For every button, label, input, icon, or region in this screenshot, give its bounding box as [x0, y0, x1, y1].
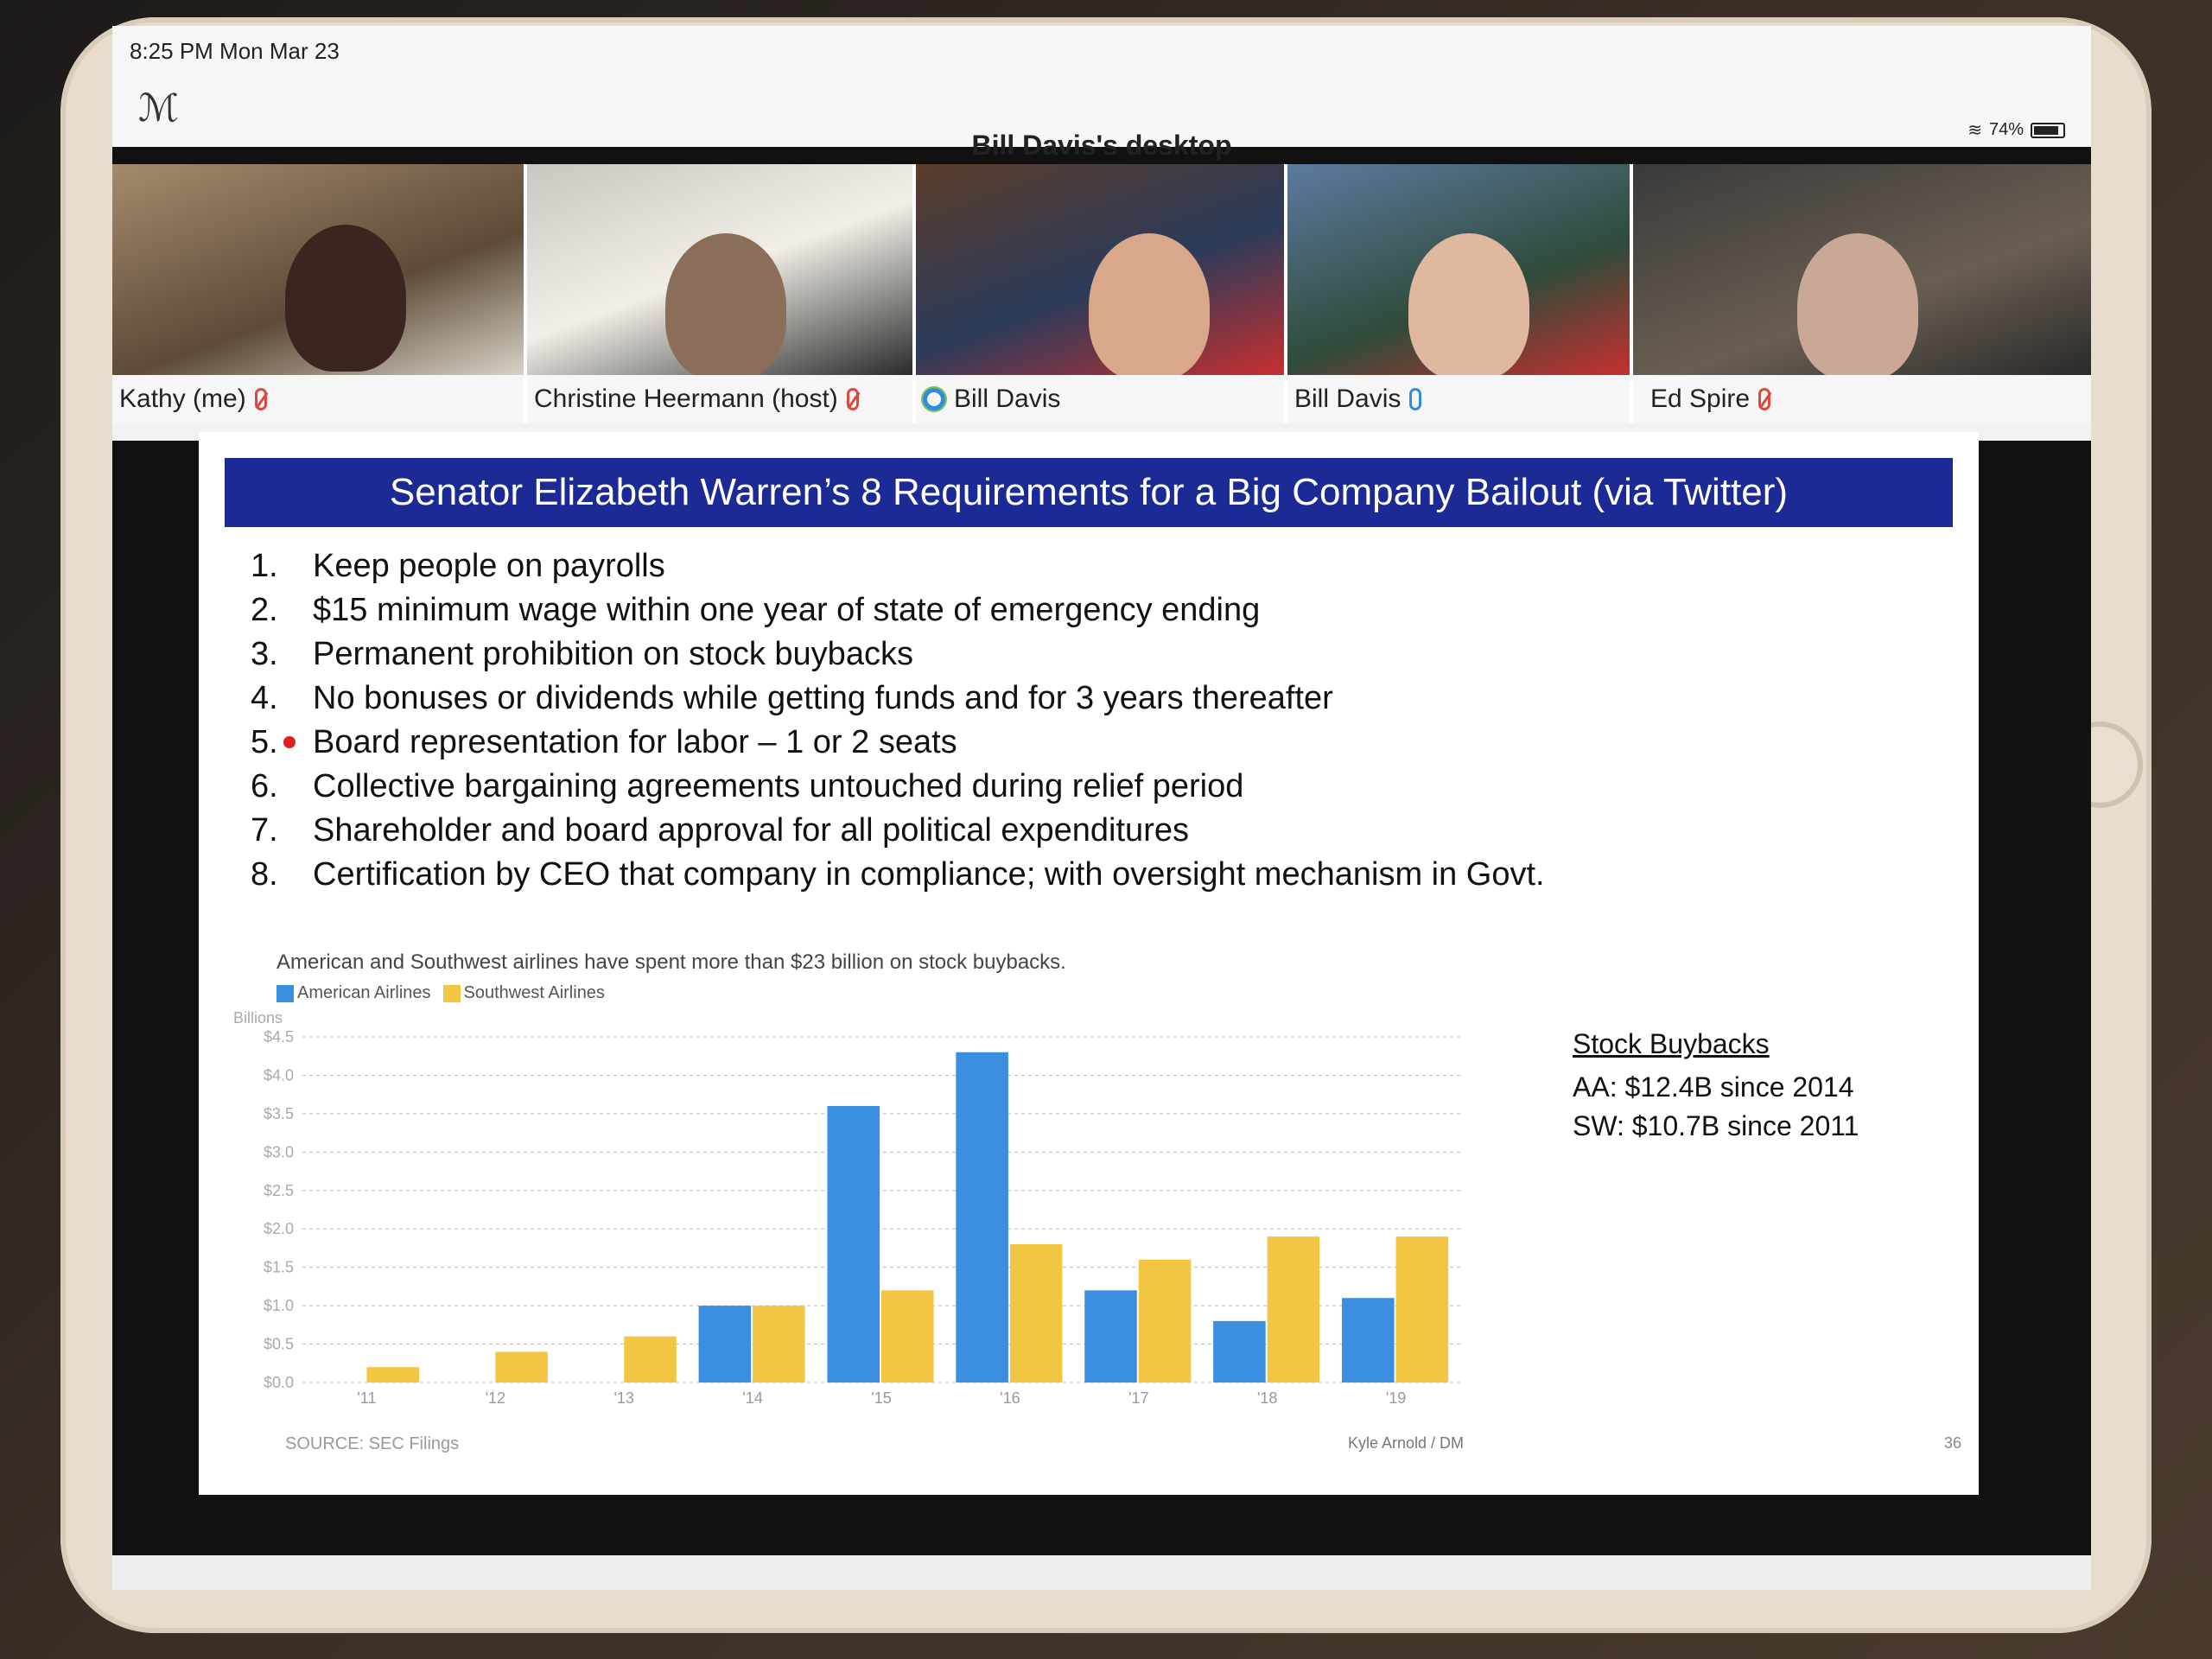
list-item: 2. $15 minimum wage within one year of state of emergency ending — [251, 592, 1261, 628]
top-bar — [112, 26, 2091, 161]
y-tick-label: $4.0 — [263, 1066, 294, 1084]
mic-muted-icon — [847, 388, 859, 410]
side-note-aa: AA: $12.4B since 2014 — [1573, 1071, 1854, 1103]
participant-figure — [1408, 233, 1529, 380]
slide-number: 36 — [1944, 1434, 1962, 1452]
participant-strip — [112, 164, 2091, 441]
chart-bar — [881, 1290, 934, 1382]
x-tick-label: '17 — [1128, 1389, 1149, 1407]
list-item: 3. Permanent prohibition on stock buybacks — [251, 636, 913, 672]
slide-title: Senator Elizabeth Warren’s 8 Requirements for a Big Company Bailout (via Twitter) — [225, 458, 1953, 527]
participant-tile[interactable] — [916, 164, 1287, 423]
participant-figure — [1797, 233, 1918, 380]
annotate-icon[interactable]: ℳ — [138, 86, 180, 130]
legend-swatch — [276, 985, 294, 1002]
list-item: 4. No bonuses or dividends while getting funds and for 3 years thereafter — [251, 680, 1333, 716]
x-tick-label: '12 — [485, 1389, 506, 1407]
participant-tile[interactable] — [1287, 164, 1633, 423]
legend-item: American Airlines — [276, 983, 431, 1003]
mic-muted-icon — [1758, 388, 1770, 410]
chart-bar — [1396, 1236, 1449, 1382]
side-note-title: Stock Buybacks — [1573, 1028, 1770, 1059]
participant-tile[interactable] — [112, 164, 527, 423]
chart-bar — [624, 1337, 677, 1382]
participant-name: Bill Davis — [954, 385, 1061, 413]
y-tick-label: $4.5 — [263, 1028, 294, 1046]
y-tick-label: $0.0 — [263, 1374, 294, 1391]
chart-bar — [1139, 1260, 1192, 1382]
x-tick-label: '19 — [1385, 1389, 1407, 1407]
participant-name: Bill Davis — [1294, 385, 1402, 413]
participant-video — [1633, 164, 2091, 375]
list-item: 5. Board representation for labor – 1 or 2 seats — [251, 724, 957, 760]
mic-icon — [1409, 388, 1421, 410]
speaking-icon — [923, 388, 945, 410]
participant-label — [1633, 375, 2091, 423]
chart-legend — [276, 983, 605, 1003]
list-item: 8. Certification by CEO that company in compliance; with oversight mechanism in Govt. — [251, 856, 1545, 893]
chart-title: American and Southwest airlines have spent more than $23 billion on stock buybacks. — [276, 950, 1066, 974]
participant-figure — [1089, 233, 1210, 380]
participant-name: Ed Spire — [1650, 385, 1751, 413]
participant-tile[interactable] — [527, 164, 916, 423]
participant-figure — [665, 233, 786, 380]
participant-label — [112, 375, 524, 423]
chart-bar — [753, 1306, 805, 1382]
legend-swatch — [443, 985, 461, 1002]
buyback-chart — [233, 1011, 1478, 1417]
y-tick-label: $3.0 — [263, 1143, 294, 1161]
chart-bar — [1010, 1244, 1063, 1382]
participant-video — [112, 164, 524, 375]
list-item: 1. Keep people on payrolls — [251, 548, 665, 584]
chart-source: SOURCE: SEC Filings — [285, 1434, 460, 1453]
participant-video — [1287, 164, 1630, 375]
chart-bar — [956, 1052, 1008, 1382]
y-tick-label: $1.5 — [263, 1258, 294, 1276]
y-tick-label: $2.0 — [263, 1220, 294, 1238]
chart-credit: Kyle Arnold / DM — [1348, 1434, 1465, 1452]
list-item: 6. Collective bargaining agreements untouched during relief period — [251, 768, 1244, 804]
x-tick-label: '15 — [871, 1389, 892, 1407]
ipad-screen — [112, 26, 2091, 1590]
participant-label — [1287, 375, 1630, 423]
battery-percent: 74% — [1988, 120, 2024, 139]
y-axis-label: Billions — [233, 1011, 283, 1027]
chart-bar — [366, 1367, 419, 1382]
side-note-sw: SW: $10.7B since 2011 — [1573, 1110, 1859, 1141]
participant-name: Christine Heermann (host) — [534, 385, 838, 413]
chart-bar — [827, 1106, 880, 1382]
participant-figure — [285, 225, 406, 372]
requirements-list — [251, 544, 1545, 897]
bottom-bar — [112, 1555, 2091, 1590]
chart-bar — [699, 1306, 752, 1382]
share-title: Bill Davis's desktop — [971, 130, 1232, 161]
chart-bar — [495, 1351, 548, 1382]
list-item: 7. Shareholder and board approval for all political expenditures — [251, 812, 1189, 849]
participant-name: Kathy (me) — [119, 385, 246, 413]
mic-muted-icon — [255, 388, 267, 410]
participant-video — [527, 164, 912, 375]
participant-tile[interactable] — [1633, 164, 2091, 423]
chart-bar — [1268, 1236, 1320, 1382]
legend-item: Southwest Airlines — [443, 983, 605, 1003]
y-tick-label: $1.0 — [263, 1297, 294, 1315]
y-tick-label: $2.5 — [263, 1181, 294, 1199]
wifi-icon: ≋ — [1967, 121, 1982, 140]
participant-label — [527, 375, 912, 423]
y-tick-label: $0.5 — [263, 1335, 294, 1353]
participant-video — [916, 164, 1284, 375]
x-tick-label: '14 — [742, 1389, 763, 1407]
chart-bar — [1213, 1321, 1266, 1382]
shared-slide — [199, 432, 1979, 1495]
participant-label — [916, 375, 1284, 423]
laser-pointer — [283, 736, 296, 748]
chart-bar — [1342, 1298, 1395, 1382]
status-time: 8:25 PM Mon Mar 23 — [130, 38, 340, 64]
x-tick-label: '18 — [1256, 1389, 1278, 1407]
y-tick-label: $3.5 — [263, 1104, 294, 1122]
x-tick-label: '13 — [613, 1389, 634, 1407]
x-tick-label: '11 — [357, 1389, 377, 1407]
chart-bar — [1084, 1290, 1137, 1382]
x-tick-label: '16 — [1000, 1389, 1020, 1407]
